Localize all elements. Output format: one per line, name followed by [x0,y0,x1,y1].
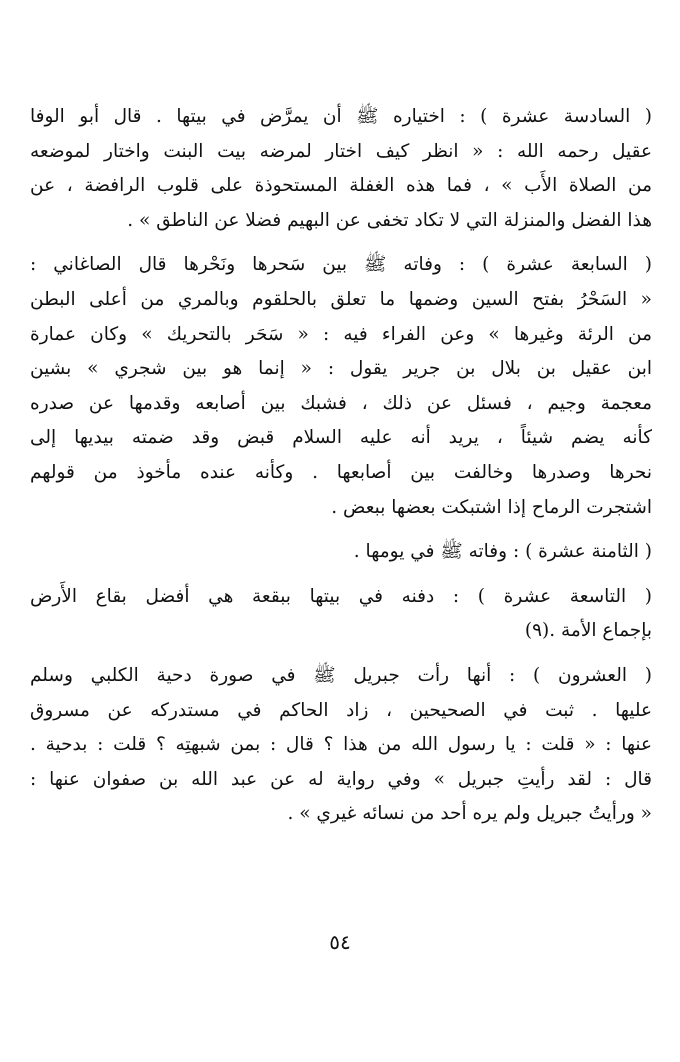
page-number: ٥٤ [329,930,351,954]
text-line: ( الثامنة عشرة ) : وفاته ﷺ في يومها . [353,541,652,563]
text-line: بإجماع الأمة .(٩) [524,620,652,642]
text-line: ( السابعة عشرة ) : وفاته ﷺ بين سَحرها ونَحْرها قال الصاغاني : [30,254,652,276]
text-line: نحرها وصدرها وخالفت بين أصابعها . وكأنه عنده مأخوذ من قولهم [30,461,652,483]
text-line: عنها : « قلت : يا رسول الله من هذا ؟ قال : بمن شبهتِه ؟ قلت : بدحية . [30,734,652,756]
text-line: ( العشرون ) : أنها رأت جبريل ﷺ في صورة دحية الكلبي وسلم [30,664,652,686]
text-line: من الرئة وغيرها » وعن الفراء فيه : « سَحَر بالتحريك » وكان عمارة [30,323,652,345]
text-line: هذا الفضل والمنزلة التي لا تكاد تخفى عن البهيم فضلا عن الناطق » . [127,209,652,231]
text-line: من الصلاة الأَب » ، فما هذه الغفلة المستحوذة على قلوب الرافضة ، عن [30,175,652,197]
text-line: عقيل رحمه الله : « انظر كيف اختار لمرضه بيت البنت واختار لموضعه [30,140,652,162]
text-line: عليها . ثبت في الصحيحين ، زاد الحاكم في مستدركه عن مسروق [30,699,652,721]
text-line: معجمة وجيم ، فسئل عن ذلك ، فشبك بين أصابعه وقدمها عن صدره [30,392,652,414]
text-line: قال : لقد رأيتِ جبريل » وفي رواية له عن عبد الله بن صفوان عنها : [30,768,652,790]
text-line: « السَحْرُ بفتح السين وضمها ما تعلق بالحلقوم وبالمري من أعلى البطن [30,288,652,310]
text-line: ابن عقيل بن بلال بن جرير يقول : « إنما هو بين شجري » بشين [30,358,652,380]
text-line: اشتجرت الرماح إذا اشتبكت بعضها ببعض . [331,496,652,518]
text-line: « ورأيتُ جبريل ولم يره أحد من نسائه غيري » . [287,803,652,825]
text-line: ( السادسة عشرة ) : اختياره ﷺ أن يمرَّض في بيتها . قال أبو الوفا [30,106,652,127]
text-line: ( التاسعة عشرة ) : دفنه في بيتها ببقعة هي أفضل بقاع الأَرض [30,585,652,607]
text-line: كأنه يضم شيئاً ، يريد أنه عليه السلام قبض وقد ضمته بيديها إلى [30,427,652,449]
body-text [30,100,652,832]
